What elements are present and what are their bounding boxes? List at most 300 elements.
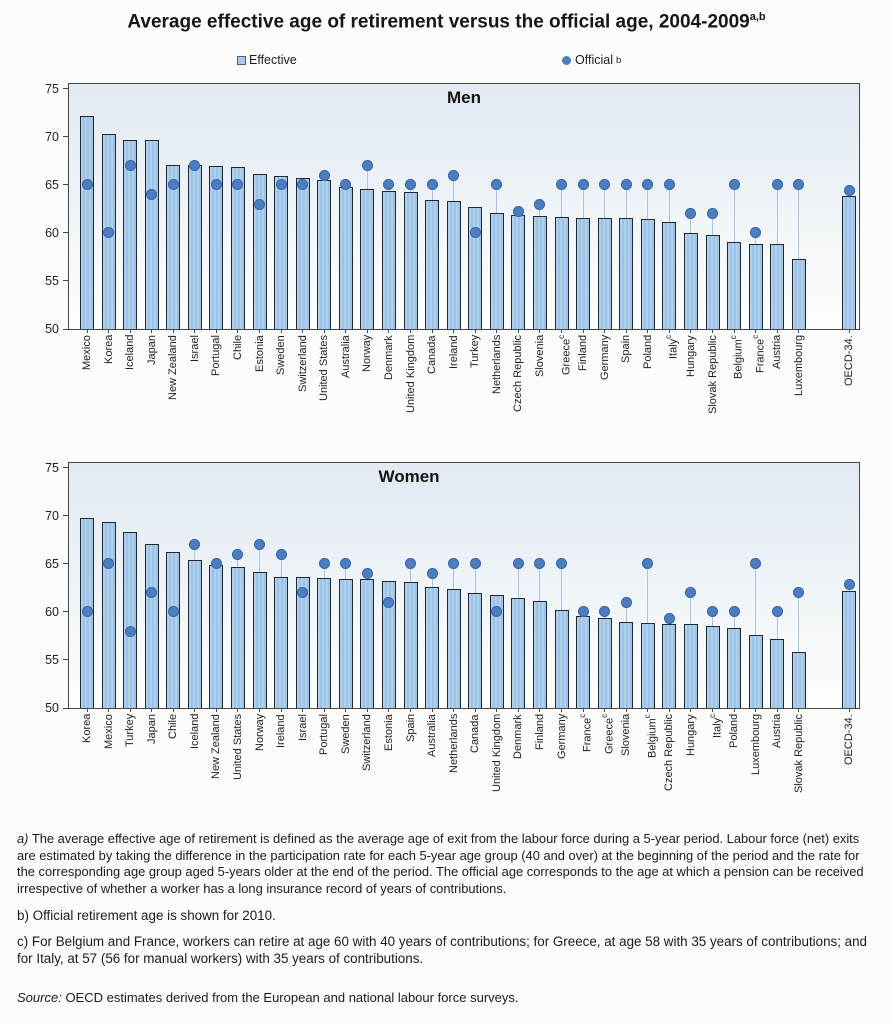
- x-axis-label-norway: Norway: [361, 335, 374, 373]
- effective-bar-united-states: [231, 567, 245, 708]
- effective-bar-united-states: [317, 180, 331, 329]
- x-axis-tick-netherlands: [496, 329, 497, 333]
- x-axis-tick-italy-c: [669, 329, 670, 333]
- official-dot-finland: [578, 179, 589, 190]
- x-axis-label-austria: Austria: [771, 335, 784, 370]
- women-panel-label: Women: [378, 467, 440, 486]
- effective-bar-greece-c: [598, 618, 612, 708]
- x-axis-tick-czech-republic: [518, 329, 519, 333]
- x-axis-label-korea: Korea: [81, 714, 93, 744]
- y-axis-tick-65: [63, 563, 68, 564]
- official-dot-sweden: [276, 179, 287, 190]
- footnote-c: [17, 933, 877, 968]
- official-dot-hungary: [685, 587, 696, 598]
- effective-bar-norway: [253, 572, 267, 708]
- effective-bar-united-kingdom: [404, 192, 418, 329]
- footnote-b-text: Official retirement age is shown for 2010.: [32, 907, 276, 923]
- footnote-c-text: For Belgium and France, workers can retire at age 60 with 40 years of contributions; for Greece, at age 58 with 35 years of contributions; and for Italy, at 57 (56 for manual workers) with 35 years of contributions.: [17, 933, 868, 967]
- x-axis-label-mexico: Mexico: [102, 714, 115, 749]
- effective-bar-estonia: [253, 174, 267, 329]
- x-axis-tick-luxembourg: [798, 329, 799, 333]
- x-axis-tick-greece-c: [604, 708, 605, 712]
- official-dot-canada: [427, 179, 438, 190]
- effective-bar-canada: [425, 200, 439, 329]
- x-axis-tick-luxembourg: [755, 708, 756, 712]
- effective-bar-austria: [770, 639, 784, 708]
- effective-bar-norway: [360, 189, 374, 329]
- effective-bar-slovak-republic: [706, 235, 720, 329]
- x-axis-tick-estonia: [388, 708, 389, 712]
- official-dot-austria: [772, 606, 783, 617]
- x-axis-label-new-zealand: New Zealand: [210, 714, 223, 779]
- x-axis-label-switzerland: Switzerland: [361, 714, 374, 771]
- x-axis-tick-finland: [539, 708, 540, 712]
- official-stem-belgium-c: [734, 185, 735, 242]
- x-axis-tick-norway: [259, 708, 260, 712]
- x-axis-tick-estonia: [259, 329, 260, 333]
- x-axis-label-luxembourg: Luxembourg: [749, 714, 762, 776]
- official-dot-turkey: [125, 626, 136, 637]
- x-axis-label-israel: Israel: [296, 714, 309, 741]
- x-axis-tick-iceland: [194, 708, 195, 712]
- official-dot-finland: [534, 558, 545, 569]
- effective-bar-canada: [468, 593, 482, 708]
- y-axis-label-60: 60: [45, 604, 59, 619]
- y-axis-label-55: 55: [45, 652, 59, 667]
- x-axis-label-australia: Australia: [426, 714, 439, 757]
- x-axis-tick-korea: [87, 708, 88, 712]
- effective-bar-chile: [166, 552, 180, 708]
- x-axis-tick-new-zealand: [173, 329, 174, 333]
- official-dot-poland: [642, 179, 653, 190]
- x-axis-label-italy-c: Italy$^c$: [664, 335, 681, 360]
- x-axis-tick-germany: [604, 329, 605, 333]
- official-stem-belgium-c: [647, 564, 648, 623]
- x-axis-label-finland: Finland: [533, 714, 546, 751]
- official-dot-italy-c: [664, 179, 675, 190]
- effective-bar-spain: [619, 218, 633, 329]
- x-axis-label-hungary: Hungary: [684, 335, 697, 377]
- figure-title-text: Average effective age of retirement versus the official age, 2004-2009: [127, 11, 750, 33]
- x-axis-label-poland: Poland: [728, 714, 741, 749]
- effective-bar-belgium-c: [727, 242, 741, 329]
- y-axis-label-75: 75: [45, 460, 59, 475]
- x-axis-label-spain: Spain: [620, 335, 633, 364]
- official-dot-slovenia: [621, 597, 632, 608]
- x-axis-tick-mexico: [87, 329, 88, 333]
- x-axis-tick-spain: [410, 708, 411, 712]
- source-marker: Source:: [17, 989, 62, 1005]
- y-axis-tick-70: [63, 515, 68, 516]
- x-axis-tick-greece-c: [561, 329, 562, 333]
- official-dot-france-c: [750, 227, 761, 238]
- x-axis-tick-france-c: [755, 329, 756, 333]
- effective-bar-chile: [231, 167, 245, 329]
- official-dot-slovenia: [534, 199, 545, 210]
- y-axis-tick-70: [63, 136, 68, 137]
- effective-bar-italy-c: [706, 626, 720, 708]
- x-axis-label-estonia: Estonia: [382, 714, 395, 751]
- effective-bar-france-c: [576, 616, 590, 708]
- effective-bar-japan: [145, 544, 159, 708]
- x-axis-label-oecd-34: OECD-34.: [843, 335, 855, 386]
- x-axis-label-sweden: Sweden: [275, 335, 288, 375]
- footnote-c-marker: c): [17, 933, 29, 949]
- x-axis-tick-portugal: [324, 708, 325, 712]
- official-dot-norway: [362, 160, 373, 171]
- x-axis-label-mexico: Mexico: [81, 335, 93, 370]
- effective-bar-netherlands: [490, 213, 504, 329]
- official-dot-france-c: [578, 606, 589, 617]
- y-axis-label-55: 55: [45, 273, 59, 288]
- x-axis-label-united-states: United States: [231, 714, 244, 781]
- x-axis-label-united-states: United States: [318, 335, 331, 402]
- x-axis-label-hungary: Hungary: [684, 714, 697, 756]
- official-dot-ireland: [448, 170, 459, 181]
- y-axis-tick-55: [63, 659, 68, 660]
- footnote-a: [17, 831, 877, 898]
- y-axis-tick-60: [63, 611, 68, 612]
- official-dot-denmark: [513, 558, 524, 569]
- x-axis-tick-mexico: [108, 708, 109, 712]
- official-dot-netherlands: [491, 179, 502, 190]
- x-axis-tick-austria: [777, 708, 778, 712]
- x-axis-tick-united-states: [324, 329, 325, 333]
- x-axis-label-poland: Poland: [641, 335, 654, 370]
- x-axis-label-spain: Spain: [404, 714, 417, 743]
- y-axis-label-70: 70: [45, 508, 59, 523]
- x-axis-label-germany: Germany: [598, 335, 611, 381]
- x-axis-label-france-c: France$^c$: [750, 335, 767, 374]
- x-axis-label-israel: Israel: [188, 335, 201, 362]
- official-stem-germany: [561, 564, 562, 610]
- x-axis-tick-japan: [151, 708, 152, 712]
- y-axis-label-65: 65: [45, 177, 59, 192]
- official-stem-italy-c: [669, 185, 670, 222]
- official-dot-belgium-c: [642, 558, 653, 569]
- official-dot-slovak-republic: [707, 208, 718, 219]
- x-axis-tick-turkey: [130, 708, 131, 712]
- x-axis-tick-israel: [302, 708, 303, 712]
- official-dot-estonia: [254, 199, 265, 210]
- x-axis-tick-sweden: [345, 708, 346, 712]
- effective-bar-sweden: [274, 176, 288, 329]
- x-axis-label-norway: Norway: [253, 714, 266, 752]
- x-axis-tick-denmark: [388, 329, 389, 333]
- x-axis-label-slovak-republic: Slovak Republic: [706, 335, 719, 414]
- x-axis-tick-spain: [626, 329, 627, 333]
- footnotes: [17, 831, 877, 1005]
- footnote-b: [17, 907, 877, 924]
- x-axis-tick-netherlands: [453, 708, 454, 712]
- x-axis-label-ireland: Ireland: [447, 335, 460, 369]
- official-dot-spain: [621, 179, 632, 190]
- effective-bar-switzerland: [360, 579, 374, 708]
- y-axis-tick-55: [63, 280, 68, 281]
- x-axis-label-canada: Canada: [469, 714, 482, 753]
- x-axis-tick-switzerland: [302, 329, 303, 333]
- y-axis-label-65: 65: [45, 556, 59, 571]
- effective-bar-finland: [576, 218, 590, 329]
- official-dot-denmark: [383, 179, 394, 190]
- official-dot-belgium-c: [729, 179, 740, 190]
- x-axis-tick-oecd-34: [849, 708, 850, 712]
- official-dot-hungary: [685, 208, 696, 219]
- effective-bar-australia: [339, 187, 353, 329]
- effective-bar-spain: [404, 582, 418, 708]
- official-stem-luxembourg: [798, 185, 799, 259]
- x-axis-label-portugal: Portugal: [210, 335, 223, 376]
- x-axis-tick-united-kingdom: [410, 329, 411, 333]
- effective-bar-iceland: [188, 560, 202, 708]
- x-axis-tick-belgium-c: [734, 329, 735, 333]
- effective-bar-mexico: [80, 116, 94, 329]
- x-axis-tick-chile: [237, 329, 238, 333]
- source-text: OECD estimates derived from the European and national labour force surveys.: [65, 989, 519, 1005]
- effective-bar-turkey: [123, 532, 137, 708]
- effective-bar-luxembourg: [792, 259, 806, 329]
- x-axis-tick-poland: [734, 708, 735, 712]
- official-dot-luxembourg: [750, 558, 761, 569]
- effective-bar-hungary: [684, 624, 698, 708]
- x-axis-label-chile: Chile: [231, 335, 244, 361]
- effective-bar-sweden: [339, 579, 353, 708]
- footnote-a-text: The average effective age of retirement is defined as the average age of exit from the labour force during a 5-year period. Labour force (net) exits are estimated by taking the difference in the participation rate for each 5-year age group (40 and over) at the beginning of the period and the rate for the corresponding age group aged 5-years older at the end of the period. The official age corresponds to the age at which a pension can be received irrespective of whether a worker has a long insurance record of years of contributions.: [17, 831, 864, 896]
- x-axis-label-iceland: Iceland: [188, 714, 201, 750]
- figure-title: [0, 11, 893, 33]
- x-axis-label-japan: Japan: [145, 335, 158, 365]
- effective-bar-france-c: [749, 244, 763, 330]
- x-axis-tick-italy-c: [712, 708, 713, 712]
- x-axis-label-slovenia: Slovenia: [533, 335, 546, 378]
- x-axis-tick-turkey: [475, 329, 476, 333]
- effective-bar-portugal: [317, 578, 331, 708]
- official-dot-italy-c: [707, 606, 718, 617]
- x-axis-label-italy-c: Italy$^c$: [707, 714, 724, 739]
- x-axis-label-czech-republic: Czech Republic: [663, 714, 676, 792]
- x-axis-tick-sweden: [281, 329, 282, 333]
- x-axis-tick-denmark: [518, 708, 519, 712]
- x-axis-tick-france-c: [583, 708, 584, 712]
- effective-bar-mexico: [102, 522, 116, 708]
- x-axis-label-czech-republic: Czech Republic: [512, 335, 525, 413]
- official-dot-netherlands: [448, 558, 459, 569]
- official-dot-sweden: [340, 558, 351, 569]
- x-axis-tick-portugal: [216, 329, 217, 333]
- effective-bar-slovak-republic: [792, 652, 806, 708]
- official-dot-germany: [599, 179, 610, 190]
- y-axis-tick-75: [63, 88, 68, 89]
- x-axis-label-france-c: France$^c$: [578, 714, 594, 753]
- effective-bar-oecd-34: [842, 196, 856, 329]
- effective-bar-slovenia: [533, 216, 547, 329]
- effective-bar-turkey: [468, 207, 482, 329]
- footnote-a-marker: a): [17, 831, 29, 846]
- x-axis-tick-united-states: [237, 708, 238, 712]
- x-axis-label-united-kingdom: United Kingdom: [404, 335, 417, 414]
- x-axis-label-iceland: Iceland: [124, 335, 137, 371]
- x-axis-tick-australia: [432, 708, 433, 712]
- x-axis-tick-slovak-republic: [712, 329, 713, 333]
- x-axis-label-new-zealand: New Zealand: [167, 335, 180, 400]
- effective-bar-germany: [555, 610, 569, 708]
- x-axis-tick-united-kingdom: [496, 708, 497, 712]
- legend-item-effective: [237, 53, 297, 67]
- x-axis-label-canada: Canada: [426, 335, 439, 374]
- x-axis-label-chile: Chile: [167, 714, 180, 740]
- x-axis-label-netherlands: Netherlands: [447, 714, 460, 774]
- effective-bar-denmark: [511, 598, 525, 708]
- effective-bar-israel: [188, 165, 202, 329]
- official-dot-greece-c: [599, 606, 610, 617]
- official-dot-united-states: [232, 549, 243, 560]
- x-axis-label-greece-c: Greece$^c$: [599, 714, 616, 755]
- x-axis-tick-hungary: [690, 708, 691, 712]
- official-dot-luxembourg: [793, 179, 804, 190]
- effective-square-swatch-icon: [237, 56, 246, 65]
- footnote-b-marker: b): [17, 907, 29, 923]
- official-dot-mexico: [82, 179, 93, 190]
- official-dot-greece-c: [556, 179, 567, 190]
- effective-bar-austria: [770, 244, 784, 329]
- x-axis-label-belgium-c: Belgium$^c$: [729, 335, 745, 379]
- x-axis-label-slovenia: Slovenia: [620, 714, 633, 757]
- x-axis-label-denmark: Denmark: [512, 714, 525, 759]
- effective-bar-germany: [598, 218, 612, 329]
- men-panel-label: Men: [447, 88, 481, 107]
- x-axis-tick-canada: [475, 708, 476, 712]
- official-dot-swatch-icon: [562, 56, 571, 65]
- x-axis-label-korea: Korea: [102, 335, 115, 365]
- official-dot-oecd-34: [844, 185, 855, 196]
- legend-official-label: Official: [575, 53, 613, 67]
- x-axis-tick-australia: [345, 329, 346, 333]
- x-axis-tick-new-zealand: [216, 708, 217, 712]
- official-dot-poland: [729, 606, 740, 617]
- x-axis-label-australia: Australia: [339, 335, 352, 378]
- x-axis-tick-slovak-republic: [798, 708, 799, 712]
- x-axis-label-luxembourg: Luxembourg: [792, 335, 805, 397]
- x-axis-tick-belgium-c: [647, 708, 648, 712]
- effective-bar-ireland: [447, 201, 461, 329]
- official-stem-finland: [539, 564, 540, 601]
- x-axis-tick-japan: [151, 329, 152, 333]
- y-axis-tick-60: [63, 232, 68, 233]
- official-dot-ireland: [276, 549, 287, 560]
- x-axis-tick-switzerland: [367, 708, 368, 712]
- x-axis-tick-slovenia: [626, 708, 627, 712]
- y-axis-label-50: 50: [45, 322, 59, 336]
- source-note: [17, 990, 877, 1005]
- x-axis-tick-finland: [583, 329, 584, 333]
- x-axis-label-switzerland: Switzerland: [296, 335, 309, 392]
- official-dot-switzerland: [362, 568, 373, 579]
- x-axis-tick-ireland: [453, 329, 454, 333]
- official-dot-oecd-34: [844, 579, 855, 590]
- official-dot-germany: [556, 558, 567, 569]
- x-axis-tick-slovenia: [539, 329, 540, 333]
- figure-title-superscript: a,b: [749, 11, 766, 23]
- x-axis-label-finland: Finland: [577, 335, 590, 372]
- effective-bar-poland: [727, 628, 741, 708]
- effective-bar-czech-republic: [662, 624, 676, 708]
- x-axis-tick-canada: [432, 329, 433, 333]
- official-dot-spain: [405, 558, 416, 569]
- x-axis-label-belgium-c: Belgium$^c$: [642, 714, 659, 758]
- x-axis-label-denmark: Denmark: [382, 335, 395, 380]
- effective-bar-australia: [425, 587, 439, 708]
- effective-bar-finland: [533, 601, 547, 708]
- x-axis-label-turkey: Turkey: [124, 714, 137, 748]
- official-dot-austria: [772, 179, 783, 190]
- effective-bar-japan: [145, 140, 159, 329]
- men-chart-plot: [45, 81, 860, 414]
- effective-bar-slovenia: [619, 622, 633, 708]
- y-axis-tick-50: [63, 329, 68, 330]
- women-chart-plot: [45, 460, 860, 793]
- y-axis-label-70: 70: [45, 129, 59, 144]
- effective-bar-oecd-34: [842, 591, 856, 708]
- x-axis-label-united-kingdom: United Kingdom: [490, 714, 503, 793]
- y-axis-tick-50: [63, 708, 68, 709]
- effective-bar-belgium-c: [641, 623, 655, 709]
- x-axis-tick-czech-republic: [669, 708, 670, 712]
- effective-bar-switzerland: [296, 178, 310, 329]
- effective-bar-portugal: [209, 166, 223, 329]
- effective-bar-italy-c: [662, 222, 676, 329]
- x-axis-label-netherlands: Netherlands: [490, 335, 503, 395]
- y-axis-label-50: 50: [45, 701, 59, 715]
- official-dot-united-states: [319, 170, 330, 181]
- official-dot-portugal: [319, 558, 330, 569]
- y-axis-label-75: 75: [45, 81, 59, 96]
- effective-bar-greece-c: [555, 217, 569, 329]
- x-axis-label-germany: Germany: [555, 714, 568, 760]
- x-axis-label-portugal: Portugal: [318, 714, 331, 755]
- x-axis-label-japan: Japan: [145, 714, 158, 744]
- official-stem-luxembourg: [755, 564, 756, 635]
- x-axis-tick-hungary: [690, 329, 691, 333]
- legend-effective-label: Effective: [249, 53, 297, 67]
- y-axis-label-60: 60: [45, 225, 59, 240]
- official-dot-norway: [254, 539, 265, 550]
- official-dot-canada: [470, 558, 481, 569]
- x-axis-tick-austria: [777, 329, 778, 333]
- official-dot-australia: [427, 568, 438, 579]
- x-axis-tick-poland: [647, 329, 648, 333]
- official-dot-iceland: [125, 160, 136, 171]
- x-axis-tick-chile: [173, 708, 174, 712]
- x-axis-tick-ireland: [281, 708, 282, 712]
- x-axis-label-oecd-34: OECD-34.: [843, 714, 855, 765]
- x-axis-label-sweden: Sweden: [339, 714, 352, 754]
- effective-bar-czech-republic: [511, 215, 525, 329]
- effective-bar-poland: [641, 219, 655, 329]
- official-dot-korea: [82, 606, 93, 617]
- x-axis-tick-korea: [108, 329, 109, 333]
- y-axis-tick-65: [63, 184, 68, 185]
- official-stem-poland: [647, 185, 648, 220]
- official-dot-united-kingdom: [405, 179, 416, 190]
- x-axis-label-turkey: Turkey: [469, 335, 482, 369]
- x-axis-tick-israel: [194, 329, 195, 333]
- x-axis-label-austria: Austria: [771, 714, 784, 749]
- x-axis-label-slovak-republic: Slovak Republic: [792, 714, 805, 793]
- x-axis-label-greece-c: Greece$^c$: [556, 335, 573, 376]
- x-axis-label-ireland: Ireland: [275, 714, 288, 748]
- legend-item-official: [562, 53, 621, 67]
- x-axis-label-estonia: Estonia: [253, 335, 266, 372]
